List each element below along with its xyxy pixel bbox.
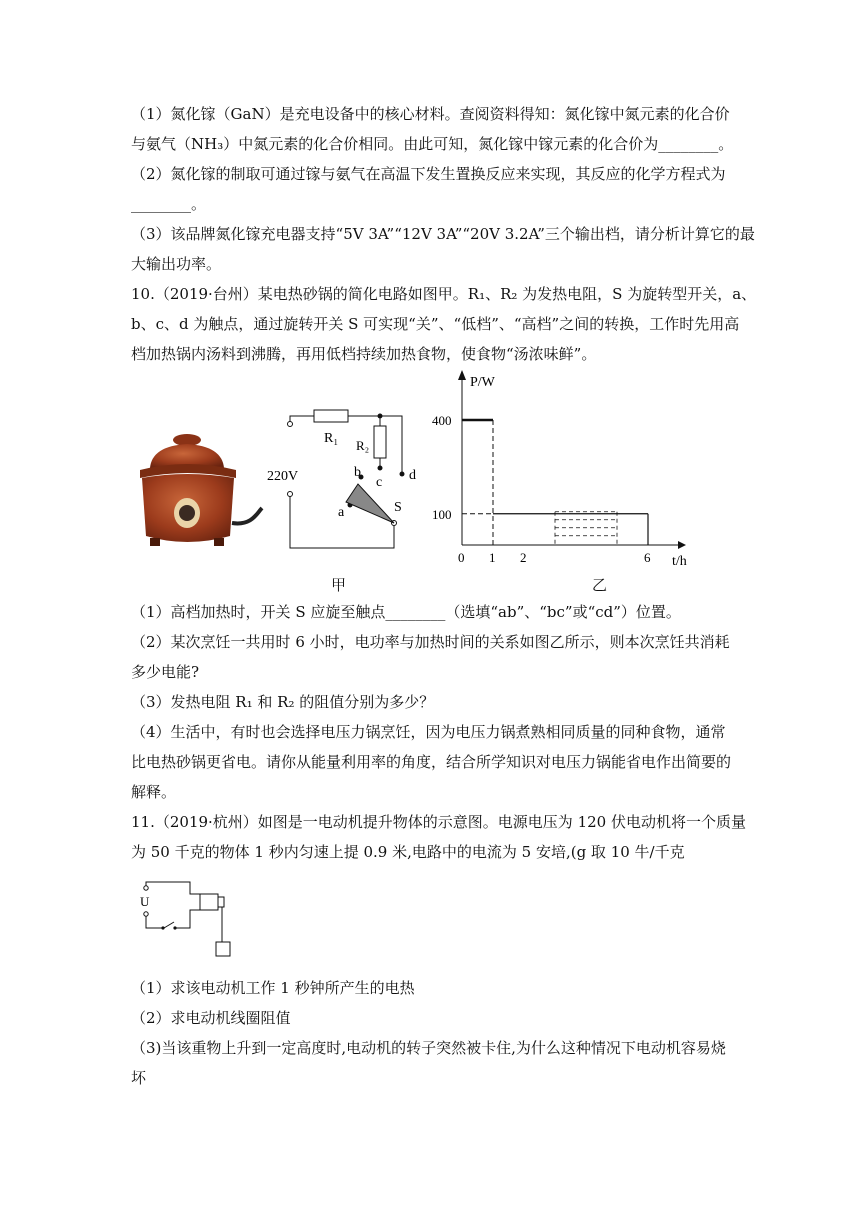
switch-s-label: S: [394, 500, 402, 515]
q10-sub4-line2: 比电热砂锅更省电。请你从能量利用率的角度，结合所学知识对电压力锅能省电作出简要的: [131, 753, 732, 771]
contact-d-label: d: [409, 468, 416, 483]
r2-label: R₂: [356, 438, 370, 453]
q11-sub2: （2）求电动机线圈阻值: [131, 1009, 291, 1027]
y-tick-label: 100: [432, 506, 452, 522]
q10-sub2-line2: 多少电能?: [131, 663, 200, 681]
q10-stem-line3: 档加热锅内汤料到沸腾，再用低档持续加热食物，使食物“汤浓味鲜”。: [131, 345, 597, 363]
y-tick-label: 400: [432, 413, 452, 428]
x-axis-arrow: [678, 541, 686, 549]
figure-caption-yi: 乙: [592, 576, 608, 594]
y-axis-label: P/W: [470, 375, 495, 390]
q10-sub2-line1: （2）某次烹饪一共用时 6 小时，电功率与加热时间的关系如图乙所示，则本次烹饪共消耗: [131, 633, 730, 651]
contact-b-label: b: [354, 465, 361, 480]
q9-part1-line1: （1）氮化镓（GaN）是充电设备中的核心材料。查阅资料得知：氮化镓中氮元素的化合价: [131, 105, 730, 123]
q10-sub1: （1）高档加热时，开关 S 应旋至触点________（选填“ab”、“bc”或“cd”）位置。: [131, 603, 681, 621]
y-axis-arrow: [458, 370, 466, 380]
q9-part2-line1: （2）氮化镓的制取可通过镓与氨气在高温下发生置换反应来实现，其反应的化学方程式为: [131, 165, 726, 183]
q10-sub4-line3: 解释。: [131, 783, 177, 801]
x-tick-label: 6: [644, 550, 651, 565]
circuit-diagram: [262, 402, 432, 554]
q11-sub3-line2: 坏: [131, 1069, 147, 1087]
figure-caption-jia: 甲: [331, 576, 347, 594]
q11-stem-line1: 11.（2019·杭州）如图是一电动机提升物体的示意图。电源电压为 120 伏电动机将一个质量: [131, 813, 746, 831]
r1-label: R₁: [324, 431, 339, 446]
q11-sub1: （1）求该电动机工作 1 秒钟所产生的电热: [131, 979, 415, 997]
q10-sub3: （3）发热电阻 R₁ 和 R₂ 的阻值分别为多少？: [131, 693, 435, 711]
voltage-u-label: U: [140, 894, 150, 909]
x-tick-label: 2: [520, 550, 527, 565]
x-axis-label: t/h: [672, 554, 687, 569]
q9-part3-line1: （3）该品牌氮化镓充电器支持“5V 3A”“12V 3A”“20V 3.2A”三个输出档，请分析计算它的最: [131, 225, 755, 243]
voltage-label: 220V: [267, 469, 299, 484]
clay-pot-image: [132, 428, 267, 553]
x-tick-label: 1: [489, 550, 496, 565]
q9-part3-line2: 大输出功率。: [131, 255, 222, 273]
contact-a-label: a: [338, 505, 345, 520]
q11-stem-line2: 为 50 千克的物体 1 秒内匀速上提 0.9 米,电路中的电流为 5 安培,(g 取 10 牛/千克: [131, 843, 685, 861]
q10-sub4-line1: （4）生活中，有时也会选择电压力锅烹饪，因为电压力锅煮熟相同质量的同种食物，通常: [131, 723, 726, 741]
q10-stem-line1: 10.（2019·台州）某电热砂锅的简化电路如图甲。R₁、R₂ 为发热电阻，S 为旋转型开关，a、: [131, 285, 757, 303]
q9-part2-line2: ________。: [131, 195, 207, 213]
q9-part1-line2: 与氨气（NH₃）中氮元素的化合价相同。由此可知，氮化镓中镓元素的化合价为________。: [131, 135, 734, 153]
q10-stem-line2: b、c、d 为触点，通过旋转开关 S 可实现“关”、“低档”、“高档”之间的转换，工作时先用高: [131, 315, 740, 333]
x-tick-label: 0: [458, 550, 465, 565]
contact-c-label: c: [376, 475, 383, 490]
motor-circuit-diagram: [136, 876, 236, 960]
power-time-chart: [428, 366, 698, 572]
q11-sub3-line1: （3)当该重物上升到一定高度时,电动机的转子突然被卡住,为什么这种情况下电动机容易烧: [131, 1039, 726, 1057]
